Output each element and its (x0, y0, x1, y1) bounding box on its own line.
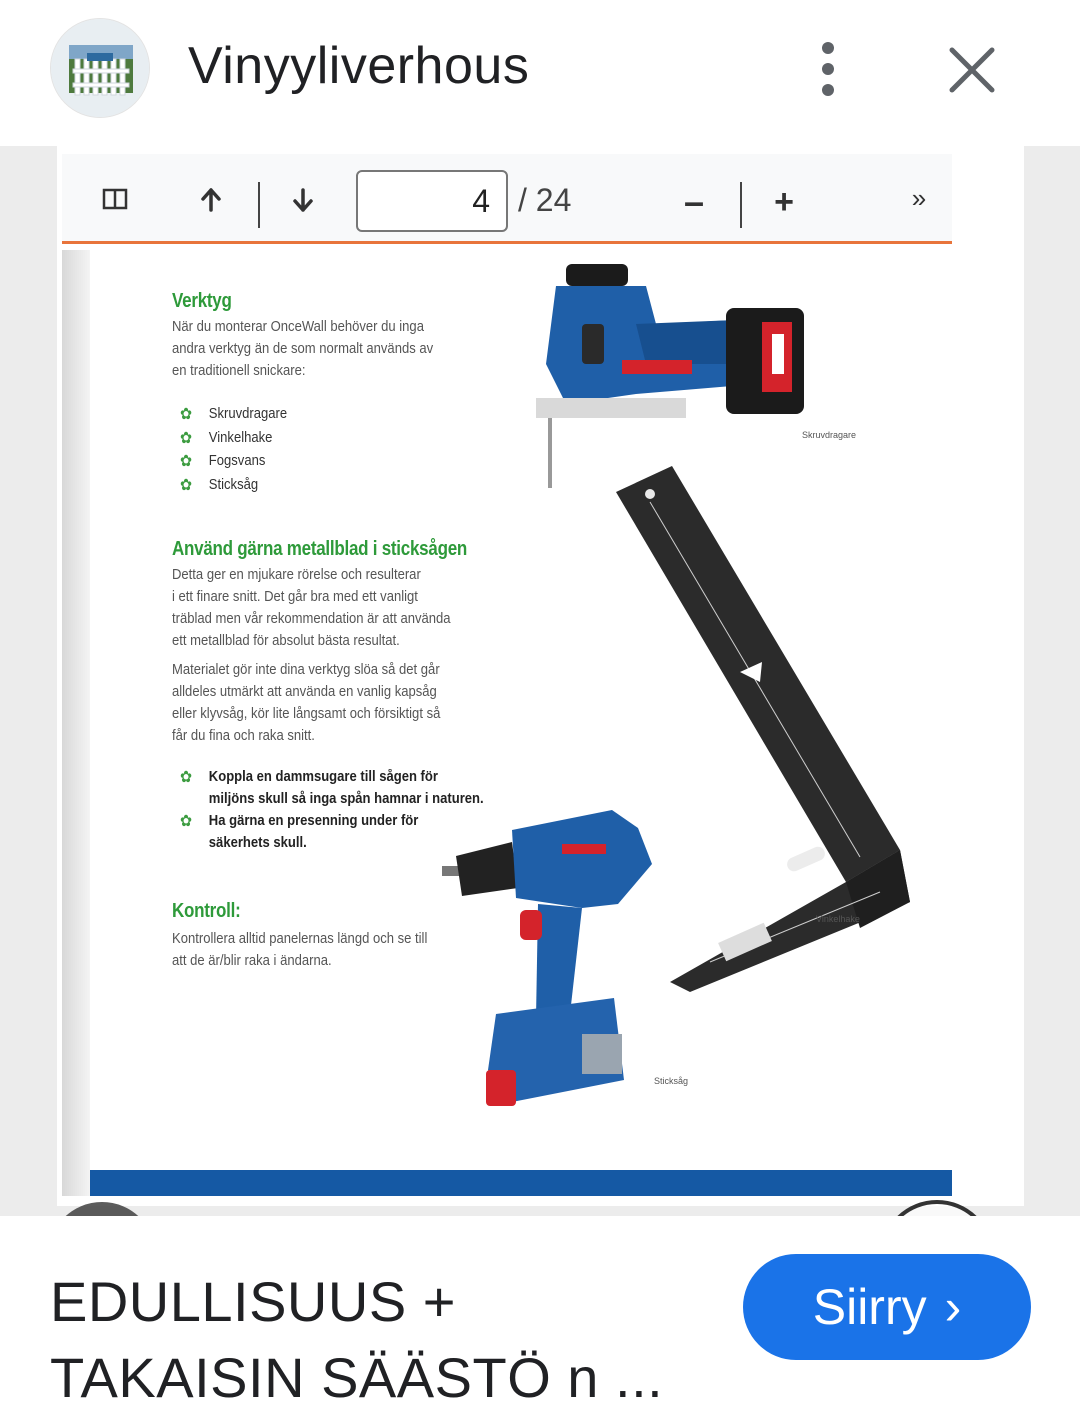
toolbar-divider (740, 182, 742, 228)
caption-drill: Sticksåg (654, 1076, 689, 1086)
chevron-right-icon: › (944, 1279, 962, 1335)
chevron-up-icon (884, 1204, 990, 1216)
pdf-page (90, 250, 952, 1196)
flower-bullet-icon: ✿ (180, 453, 193, 470)
result-title[interactable] (50, 1264, 730, 1416)
text-line: När du monterar OnceWall behöver du inga (172, 319, 424, 335)
text-line: i ett finare snitt. Det går bra med ett vanligt (172, 589, 418, 605)
next-page-icon[interactable] (286, 180, 320, 220)
previous-page-icon[interactable] (194, 180, 228, 220)
result-header (0, 0, 1080, 146)
result-title-line: EDULLISUUS + (50, 1270, 456, 1333)
image-preview[interactable] (0, 146, 1080, 1216)
section-heading-kontroll: Kontroll: (172, 900, 241, 922)
list-item: ✿ Koppla en dammsugare till sågen för miljöns skull så inga spån hamnar i naturen. (180, 769, 484, 807)
flower-bullet-icon: ✿ (180, 813, 193, 830)
tools-list (180, 403, 299, 497)
lens-search-button[interactable] (48, 1202, 156, 1216)
close-icon[interactable] (946, 44, 998, 96)
result-footer (0, 1216, 1080, 1421)
flower-bullet-icon: ✿ (180, 476, 193, 494)
more-tools-button[interactable]: » (911, 182, 927, 213)
text-line: Kontrollera alltid panelernas längd och se till (172, 931, 428, 947)
list-item: ✿ Skruvdragare (180, 406, 288, 423)
caption-square: Vinkelhake (816, 914, 860, 924)
visit-button[interactable] (743, 1254, 1031, 1360)
result-title-line: TAKAISIN SÄÄSTÖ n ... (50, 1346, 664, 1409)
flower-bullet-icon: ✿ (180, 406, 193, 423)
sidebar-toggle-icon[interactable] (98, 182, 132, 216)
section-paragraph (172, 316, 433, 382)
section-heading-metallblad: Använd gärna metallblad i sticksågen (172, 538, 468, 560)
list-item: ✿ Vinkelhake (180, 429, 273, 447)
text-line: eller klyvsåg, kör lite långsamt och försiktigt så (172, 706, 441, 722)
section-paragraph (172, 659, 440, 747)
text-line: att de är/blir raka i ändarna. (172, 953, 332, 969)
toolbar-divider (258, 182, 260, 228)
zoom-out-button[interactable]: – (683, 181, 705, 222)
text-line: ett metallblad för absolut bästa resultat. (172, 633, 400, 649)
page-footer-bar (90, 1170, 952, 1196)
page-edge-shadow (62, 250, 90, 1196)
text-line: en traditionell snickare: (172, 363, 306, 379)
drill-photo (442, 804, 662, 1124)
section-paragraph (172, 928, 427, 972)
visit-button-label: Siirry (812, 1279, 927, 1335)
text-line: får du fina och raka snitt. (172, 728, 315, 744)
text-line: Materialet gör inte dina verktyg slöa så det går (172, 662, 440, 678)
section-paragraph (172, 564, 451, 652)
page-total-label: / 24 (518, 182, 572, 218)
page-number-input[interactable]: 4 (356, 170, 508, 232)
list-item: ✿ Sticksåg (180, 476, 259, 494)
flower-bullet-icon: ✿ (180, 429, 193, 447)
site-title[interactable]: Vinyyliverhous (188, 37, 530, 95)
caption-jigsaw: Skruvdragare (802, 430, 857, 440)
fence-thumbnail-icon (51, 19, 150, 118)
text-line: andra verktyg än de som normalt används av (172, 341, 434, 357)
site-favicon[interactable] (50, 18, 150, 118)
pdf-toolbar (62, 154, 952, 244)
list-item: ✿ Ha gärna en presenning under för säkerhets skull. (180, 813, 419, 851)
jigsaw-photo (526, 264, 816, 494)
text-line: alldeles utmärkt att använda en vanlig kapsåg (172, 684, 437, 700)
zoom-in-button[interactable]: + (774, 182, 794, 221)
text-line: träblad men vår rekommendation är att använda (172, 611, 451, 627)
text-line: Detta ger en mjukare rörelse och resulterar (172, 567, 421, 583)
google-lens-icon (48, 1202, 156, 1216)
more-vert-icon[interactable] (808, 40, 848, 98)
list-item: ✿ Fogsvans (180, 453, 266, 470)
section-heading-verktyg: Verktyg (172, 290, 232, 312)
flower-bullet-icon: ✿ (180, 769, 193, 786)
